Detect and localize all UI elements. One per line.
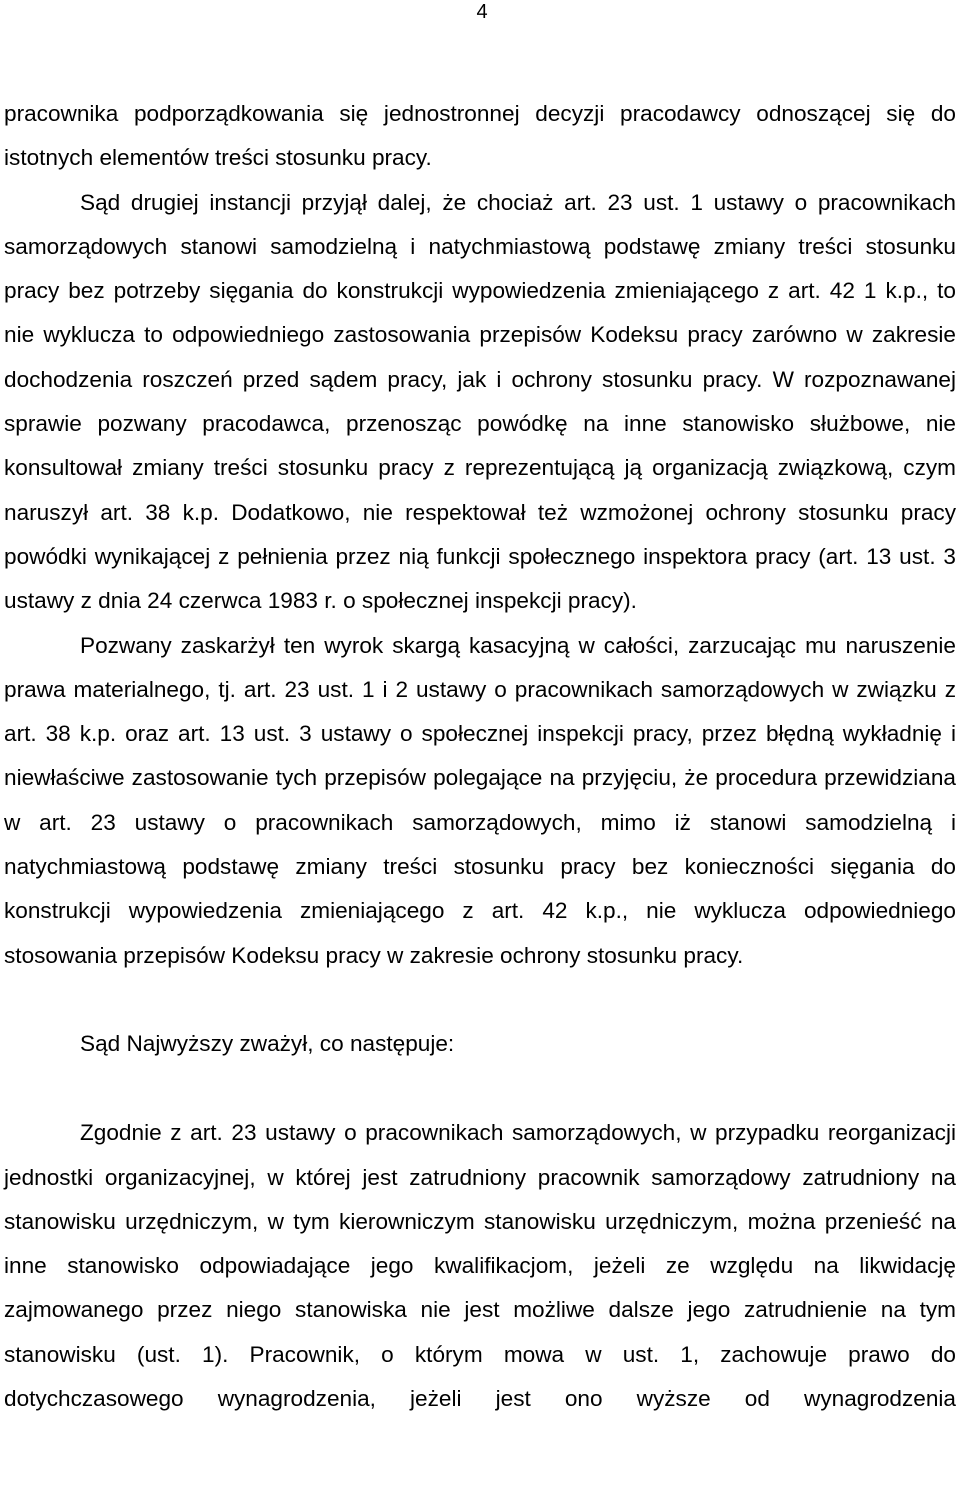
paragraph-2: Sąd drugiej instancji przyjął dalej, że chociaż art. 23 ust. 1 ustawy o pracownikach samorządowych stanowi samodzielną i natychmiastową podstawę zmiany treści stosunku pracy bez potrzeby sięgania do konstrukcji wypowiedzenia zmieniającego z art. 42 1 k.p., to nie wyklucza to odpowiedniego zastosowania przepisów Kodeksu pracy zarówno w zakresie dochodzenia roszczeń przed sądem pracy, jak i ochrony stosunku pracy. W rozpoznawanej sprawie pozwany pracodawca, przenosząc powódkę na inne stanowisko służbowe, nie konsultował zmiany treści stosunku pracy z reprezentującą ją organizacją związkową, czym naruszył art. 38 k.p. Dodatkowo, nie respektował też wzmożonej ochrony stosunku pracy powódki wynikającej z pełnienia przez nią funkcji społecznego inspektora pracy (art. 13 ust. 3 ustawy z dnia 24 czerwca 1983 r. o społecznej inspekcji pracy). bbox=[4, 189, 956, 614]
section-heading: Sąd Najwyższy zważył, co następuje: bbox=[80, 1030, 455, 1056]
paragraph-4: Zgodnie z art. 23 ustawy o pracownikach samorządowych, w przypadku reorganizacji jednostki organizacyjnej, w której jest zatrudniony pracownik samorządowy zatrudniony na stanowisku urzędniczym, w tym kierowniczym stanowisku urzędniczym, można przenieść na inne stanowisko odpowiadające jego kwalifikacjom, jeżeli ze względu na likwidację zajmowanego przez niego stanowiska nie jest możliwe dalsze jego zatrudnienie na tym stanowisku (ust. 1). Pracownik, o którym mowa w ust. 1, zachowuje prawo do dotychczasowego wynagrodzenia, jeżeli jest ono wyższe od wynagrodzenia bbox=[4, 1120, 956, 1412]
page-number: 4 bbox=[476, 1, 488, 23]
paragraph-3: Pozwany zaskarżył ten wyrok skargą kasacyjną w całości, zarzucając mu naruszenie prawa materialnego, tj. art. 23 ust. 1 i 2 ustawy o pracownikach samorządowych w związku z art. 38 k.p. oraz art. 13 ust. 3 ustawy o społecznej inspekcji pracy, przez błędną wykładnię i niewłaściwe zastosowanie tych przepisów polegające na przyjęciu, że procedura przewidziana w art. 23 ustawy o pracownikach samorządowych, mimo iż stanowi samodzielną i natychmiastową podstawę zmiany treści stosunku pracy bez konieczności sięgania do konstrukcji wypowiedzenia zmieniającego z art. 42 k.p., nie wyklucza odpowiedniego stosowania przepisów Kodeksu pracy w zakresie ochrony stosunku pracy. bbox=[4, 632, 956, 968]
paragraph-1: pracownika podporządkowania się jednostronnej decyzji pracodawcy odnoszącej się do istotnych elementów treści stosunku pracy. bbox=[4, 101, 956, 171]
document-body bbox=[4, 92, 956, 1421]
